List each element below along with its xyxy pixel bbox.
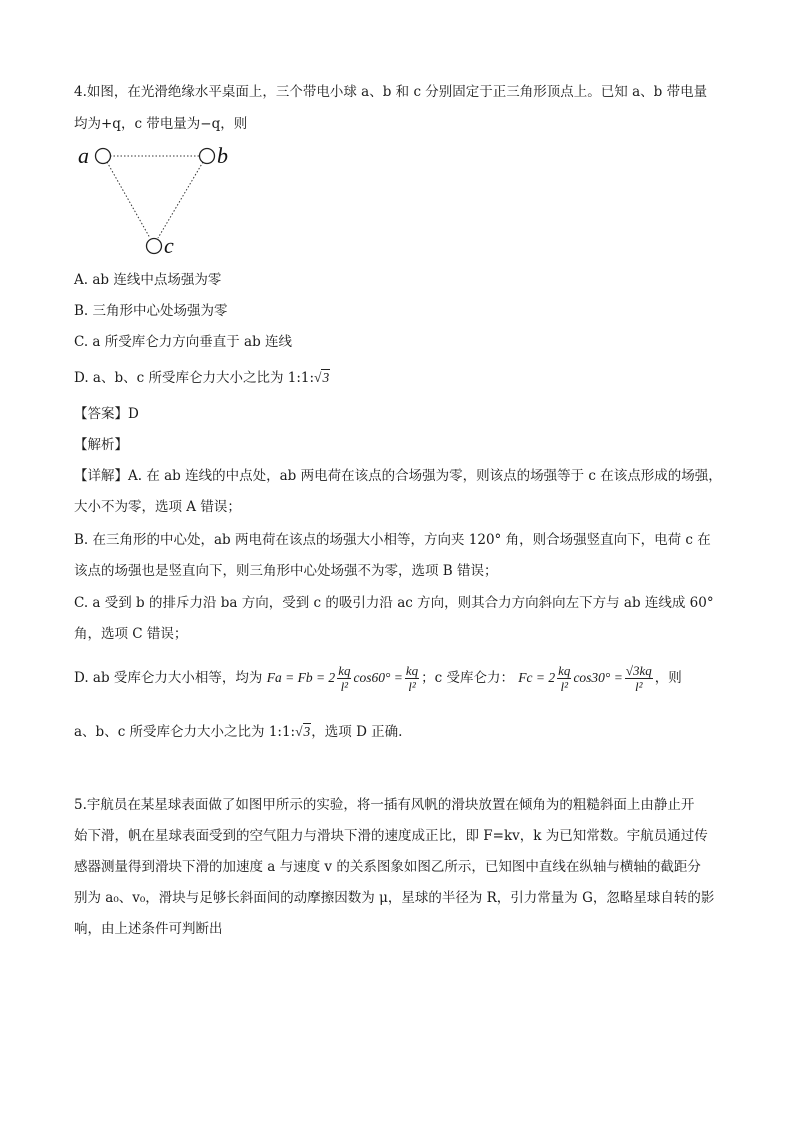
- option-b: B. 三角形中心处场强为零: [74, 303, 228, 319]
- formula-fc: Fc = 2: [518, 670, 556, 685]
- option-a: A. ab 连线中点场强为零: [74, 272, 222, 288]
- q5-line1: 5.宇航员在某星球表面做了如图甲所示的实验，将一插有风帆的滑块放置在倾角为的粗糙斜面上由静止开: [74, 797, 695, 813]
- q5-line5: 响，由上述条件可判断出: [74, 921, 223, 937]
- fraction-kq-l2-c: $\frac{kq}{\text{l²}}$: [558, 663, 571, 694]
- detail-c-line1: C. a 受到 b 的排斥力沿 ba 方向，受到 c 的吸引力沿 ac 方向，则其合力方向斜向左下方与 ab 连线成 60°: [74, 595, 714, 611]
- detail-a-line2: 大小不为零，选项 A 错误；: [74, 499, 241, 515]
- label-b: b: [217, 143, 228, 168]
- answer-label: 【答案】D: [74, 406, 139, 422]
- q5-line3: 感器测量得到滑块下滑的加速度 a 与速度 v 的关系图象如图乙所示，已知图中直线在纵轴与横轴的截距分: [74, 859, 701, 875]
- detail-d-mid: ；c 受库仑力：: [421, 670, 514, 686]
- sqrt3-radical: √3: [314, 370, 330, 385]
- label-c: c: [164, 233, 174, 258]
- option-d: [74, 368, 330, 388]
- q5-line2: 始下滑，帆在星球表面受到的空气阻力与滑块下滑的速度成正比，即 F=kv，k 为已知常数。宇航员通过传: [74, 828, 708, 844]
- option-c: C. a 所受库仑力方向垂直于 ab 连线: [74, 334, 293, 350]
- fraction-sqrt3kq-l2: $\frac{√3kq}{\text{l²}}$: [625, 663, 652, 694]
- edge-bc: [158, 162, 203, 238]
- q5-line4: 别为 a₀、v₀，滑块与足够长斜面间的动摩擦因数为 μ，星球的半径为 R，引力常量为 G，忽略星球自转的影: [74, 890, 715, 906]
- detail-d-line2: a、b、c 所受库仑力大小之比为 1:1:√3，选项 D 正确.: [74, 724, 403, 740]
- formula-cos60: cos60° =: [353, 670, 403, 685]
- ball-b: [200, 149, 215, 164]
- formula-cos30: cos30° =: [573, 670, 623, 685]
- ball-c: [147, 239, 162, 254]
- formula-fa: Fa = Fb = 2: [266, 670, 336, 685]
- detail-d-prefix: D. ab 受库仑力大小相等，均为: [74, 670, 263, 686]
- detail-d-suffix: ，则: [654, 670, 682, 686]
- triangle-figure: [78, 140, 238, 260]
- detail-a-line1: 【详解】A. 在 ab 连线的中点处，ab 两电荷在该点的合场强为零，则该点的场强等于 c 在该点形成的场强，: [74, 468, 722, 484]
- detail-d-line1: [74, 662, 682, 694]
- edge-ac: [107, 162, 150, 238]
- q4-stem-line2: 均为+q，c 带电量为−q，则: [74, 116, 248, 132]
- q4-stem-line1: 4.如图，在光滑绝缘水平桌面上，三个带电小球 a、b 和 c 分别固定于正三角形顶点上。已知 a、b 带电量: [74, 84, 708, 100]
- fraction-kq-l2: $\frac{kq}{\text{l²}}$: [338, 663, 351, 694]
- analysis-title: 【解析】: [74, 437, 128, 453]
- sqrt3-radical: √3: [295, 724, 311, 739]
- ball-a: [96, 149, 111, 164]
- option-d-text: D. a、b、c 所受库仑力大小之比为 1:1:: [74, 370, 315, 386]
- detail-b-line1: B. 在三角形的中心处，ab 两电荷在该点的场强大小相等，方向夹 120° 角，则合场强竖直向下，电荷 c 在: [74, 532, 711, 548]
- detail-c-line2: 角，选项 C 错误；: [74, 626, 188, 642]
- label-a: a: [78, 143, 89, 168]
- detail-b-line2: 该点的场强也是竖直向下，则三角形中心处场强不为零，选项 B 错误；: [74, 563, 498, 579]
- fraction-kq-l2-result: $\frac{kq}{\text{l²}}$: [405, 663, 419, 694]
